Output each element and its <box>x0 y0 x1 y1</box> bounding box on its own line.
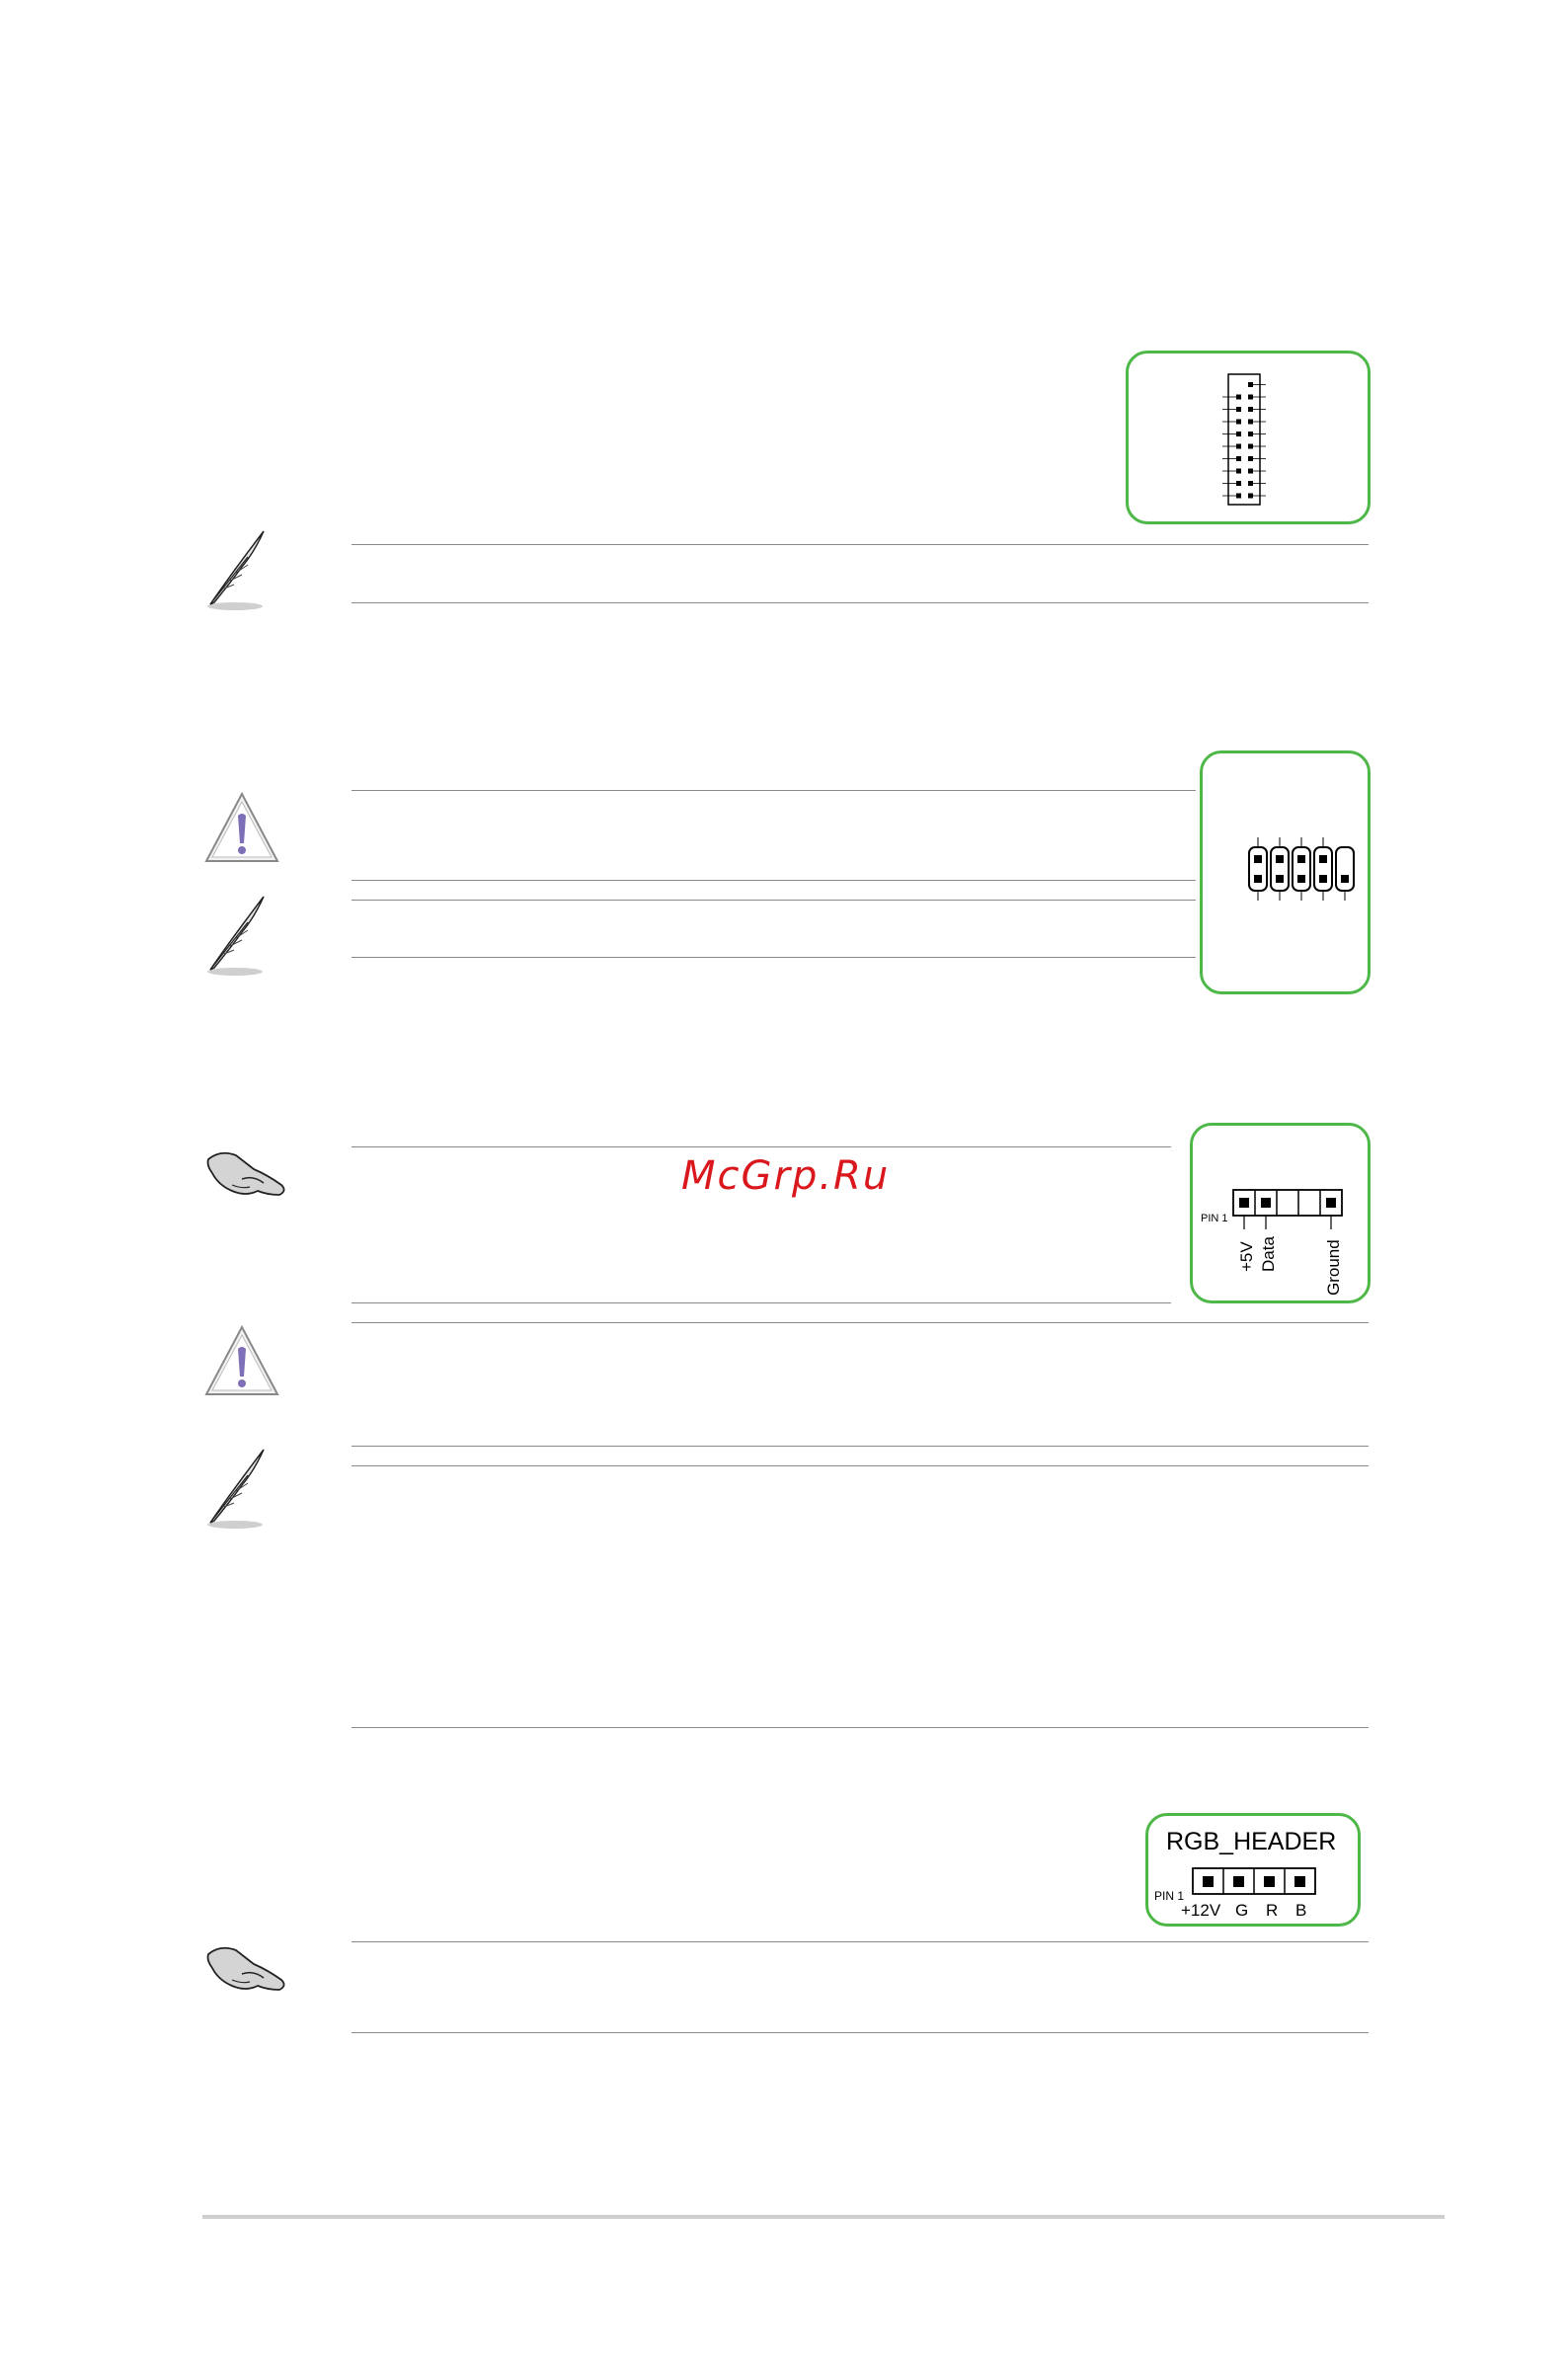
warning-icon <box>202 1323 281 1407</box>
fp-pin-cap <box>1314 847 1332 891</box>
fp-pin-cap <box>1249 847 1267 891</box>
fp-pin-cap <box>1336 847 1354 891</box>
fp-header-pin-diagram <box>1200 750 1371 994</box>
watermark-text: McGrp.Ru <box>681 1153 891 1199</box>
rgb-header-diagram-box <box>1145 1813 1361 1927</box>
usb-pin <box>1236 395 1241 400</box>
note-bottom-rule <box>352 1727 1369 1728</box>
usb-pin <box>1236 456 1241 461</box>
warning-bottom-rule <box>352 1446 1369 1447</box>
tip-bottom-rule <box>352 2032 1369 2033</box>
rgb-pin1-label: PIN 1 <box>1154 1889 1185 1903</box>
note-top-rule <box>352 1465 1369 1466</box>
hand-pointer-icon <box>202 1940 291 2005</box>
note-top-rule <box>352 544 1369 545</box>
rgb-pin-12v: +12V <box>1181 1901 1221 1920</box>
rgb-header-title: RGB_HEADER <box>1166 1828 1337 1855</box>
fp-pin <box>1297 875 1305 883</box>
fp-header-diagram-box <box>1200 750 1371 994</box>
fp-pin <box>1254 855 1262 863</box>
tip-top-rule <box>352 1146 1171 1147</box>
pin-label-data: Data <box>1259 1236 1278 1272</box>
warning-top-rule <box>352 1322 1369 1323</box>
usb-pin <box>1248 481 1253 486</box>
usb-pin <box>1236 432 1241 436</box>
fp-pin <box>1254 875 1262 883</box>
usb-pin <box>1248 395 1253 400</box>
fp-pin-cap <box>1271 847 1289 891</box>
hand-pointer-icon <box>202 1145 291 1210</box>
fp-pin <box>1276 875 1284 883</box>
note-bottom-rule <box>352 957 1196 958</box>
warning-top-rule <box>352 790 1196 791</box>
usb-pin <box>1236 494 1241 499</box>
note-feather-icon <box>202 1442 272 1536</box>
usb-pin <box>1248 444 1253 449</box>
rgb-pin-r: R <box>1266 1901 1279 1920</box>
pin1-label: PIN 1 <box>1201 1213 1228 1224</box>
warning-icon <box>202 790 281 874</box>
fp-pin <box>1319 875 1327 883</box>
tip-bottom-rule <box>352 1302 1171 1303</box>
usb-pin <box>1248 456 1253 461</box>
usb-header-pin-diagram <box>1126 351 1371 524</box>
warning-bottom-rule <box>352 880 1196 881</box>
rgb-pin-b: B <box>1295 1901 1307 1920</box>
usb-pin <box>1248 420 1253 425</box>
fp-pin <box>1276 855 1284 863</box>
usb-pin <box>1236 469 1241 474</box>
usb-pin <box>1248 494 1253 499</box>
fp-pin <box>1297 855 1305 863</box>
tip-top-rule <box>352 1941 1369 1942</box>
usb-pin <box>1248 469 1253 474</box>
data-header-diagram-box <box>1190 1123 1371 1303</box>
usb-pin <box>1236 420 1241 425</box>
fp-pin <box>1341 875 1349 883</box>
note-top-rule <box>352 900 1196 901</box>
usb-pin <box>1248 382 1253 387</box>
pin-label-5v: +5V <box>1237 1241 1256 1272</box>
note-feather-icon <box>202 889 272 983</box>
footer-rule <box>202 2215 1445 2219</box>
usb-pin <box>1248 432 1253 436</box>
usb-pin <box>1236 407 1241 412</box>
fp-pin <box>1319 855 1327 863</box>
fp-pin-cap <box>1293 847 1310 891</box>
usb-pin <box>1248 407 1253 412</box>
usb-header-diagram-box <box>1126 351 1371 524</box>
usb-pin <box>1236 444 1241 449</box>
rgb-pin-g: G <box>1235 1901 1249 1920</box>
note-bottom-rule <box>352 602 1369 603</box>
note-feather-icon <box>202 523 272 617</box>
usb-pin <box>1236 481 1241 486</box>
pin-label-ground: Ground <box>1324 1239 1343 1296</box>
